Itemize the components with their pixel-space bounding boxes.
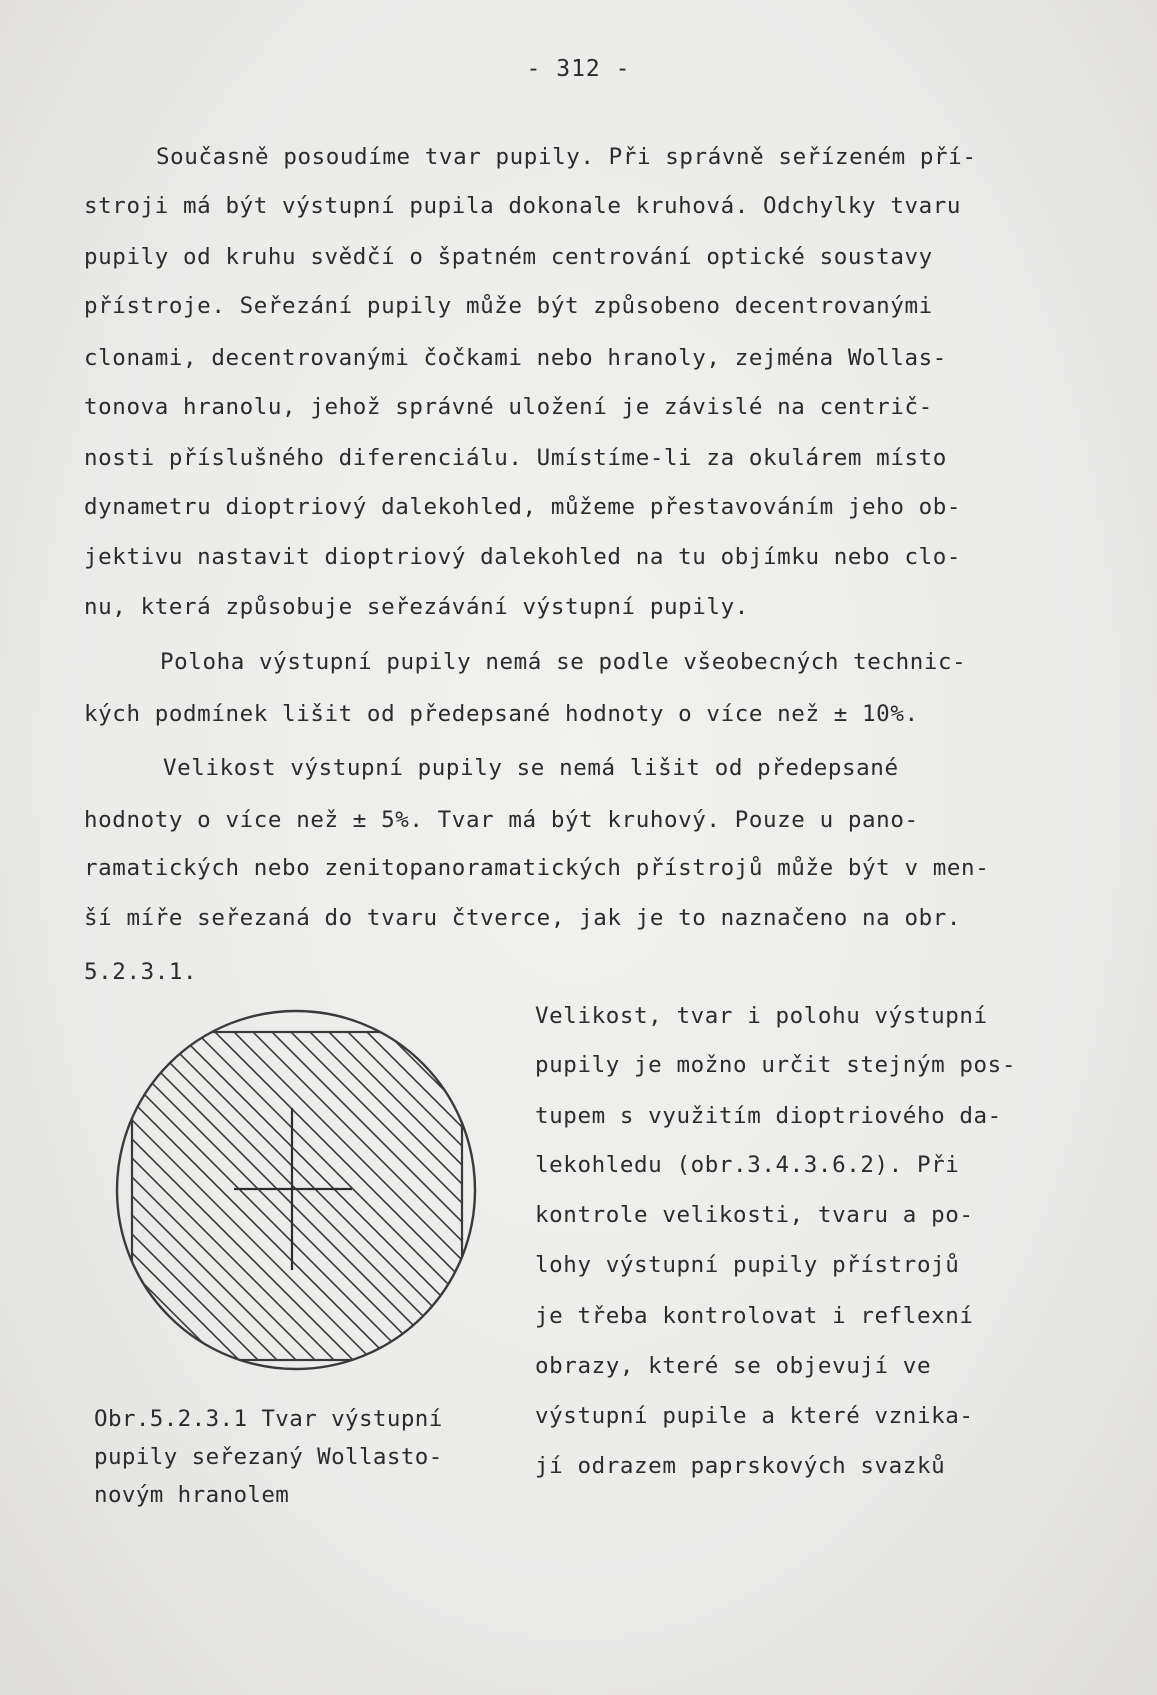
hatch-line [392,1000,486,1380]
side-text-line: je třeba kontrolovat i reflexní [535,1303,974,1329]
figure-caption-line: novým hranolem [94,1482,290,1508]
clipped-square-outline [132,1032,462,1360]
hatch-line [449,1000,486,1380]
body-line: ší míře seřezaná do tvaru čtverce, jak je to naznačeno na obr. [84,905,962,931]
hatch-line [106,1000,164,1380]
hatch-line [106,1000,145,1380]
body-line: hodnoty o více než ± 5%. Tvar má být kruhový. Pouze u pano- [84,807,919,833]
page-number: - 312 - [526,56,631,82]
side-text-line: jí odrazem paprskových svazků [535,1453,946,1479]
body-line: clonami, decentrovanými čočkami nebo hranoly, zejména Wollas- [84,345,947,371]
figure-caption-line: Obr.5.2.3.1 Tvar výstupní [94,1406,443,1432]
body-line: ramatických nebo zenitopanoramatických přístrojů může být v men- [84,855,990,881]
body-line: přístroje. Seřezání pupily může být způsobeno decentrovanými [84,293,933,319]
body-line: kých podmínek lišit od předepsané hodnoty o více než ± 10%. [84,701,919,727]
clipped-pupil-diagram-icon [106,1000,486,1380]
body-line: Současně posoudíme tvar pupily. Při správně seřízeném pří- [156,144,977,170]
side-text-line: pupily je možno určit stejným pos- [535,1052,1016,1078]
side-text-line: výstupní pupile a které vznika- [535,1403,974,1429]
body-line: tonova hranolu, jehož správné uložení je závislé na centrič- [84,394,933,420]
hatch-line [468,1000,486,1380]
side-text-line: obrazy, které se objevují ve [535,1353,932,1379]
body-line: 5.2.3.1. [84,959,198,985]
body-line: jektivu nastavit dioptriový dalekohled na tu objímku nebo clo- [84,544,962,570]
figure-caption-line: pupily seřezaný Wollasto- [94,1444,443,1470]
hatch-line [430,1000,486,1380]
body-line: nosti příslušného diferenciálu. Umístíme-li za okulárem místo [84,445,947,471]
body-line: dynametru dioptriový dalekohled, můžeme přestavováním jeho ob- [84,494,962,520]
side-text-line: kontrole velikosti, tvaru a po- [535,1202,974,1228]
body-line: stroji má být výstupní pupila dokonale kruhová. Odchylky tvaru [84,193,962,219]
body-line: Velikost výstupní pupily se nemá lišit od předepsané [163,755,899,781]
body-line: Poloha výstupní pupily nemá se podle všeobecných technic- [160,649,967,675]
body-line: nu, která způsobuje seřezávání výstupní pupily. [84,594,749,620]
side-text-line: Velikost, tvar i polohu výstupní [535,1003,988,1029]
body-line: pupily od kruhu svědčí o špatném centrování optické soustavy [84,244,933,270]
side-text-line: lekohledu (obr.3.4.3.6.2). Při [535,1152,960,1178]
side-text-line: lohy výstupní pupily přístrojů [535,1252,960,1278]
hatch-line [106,1000,202,1380]
side-text-line: tupem s využitím dioptriového da- [535,1103,1002,1129]
